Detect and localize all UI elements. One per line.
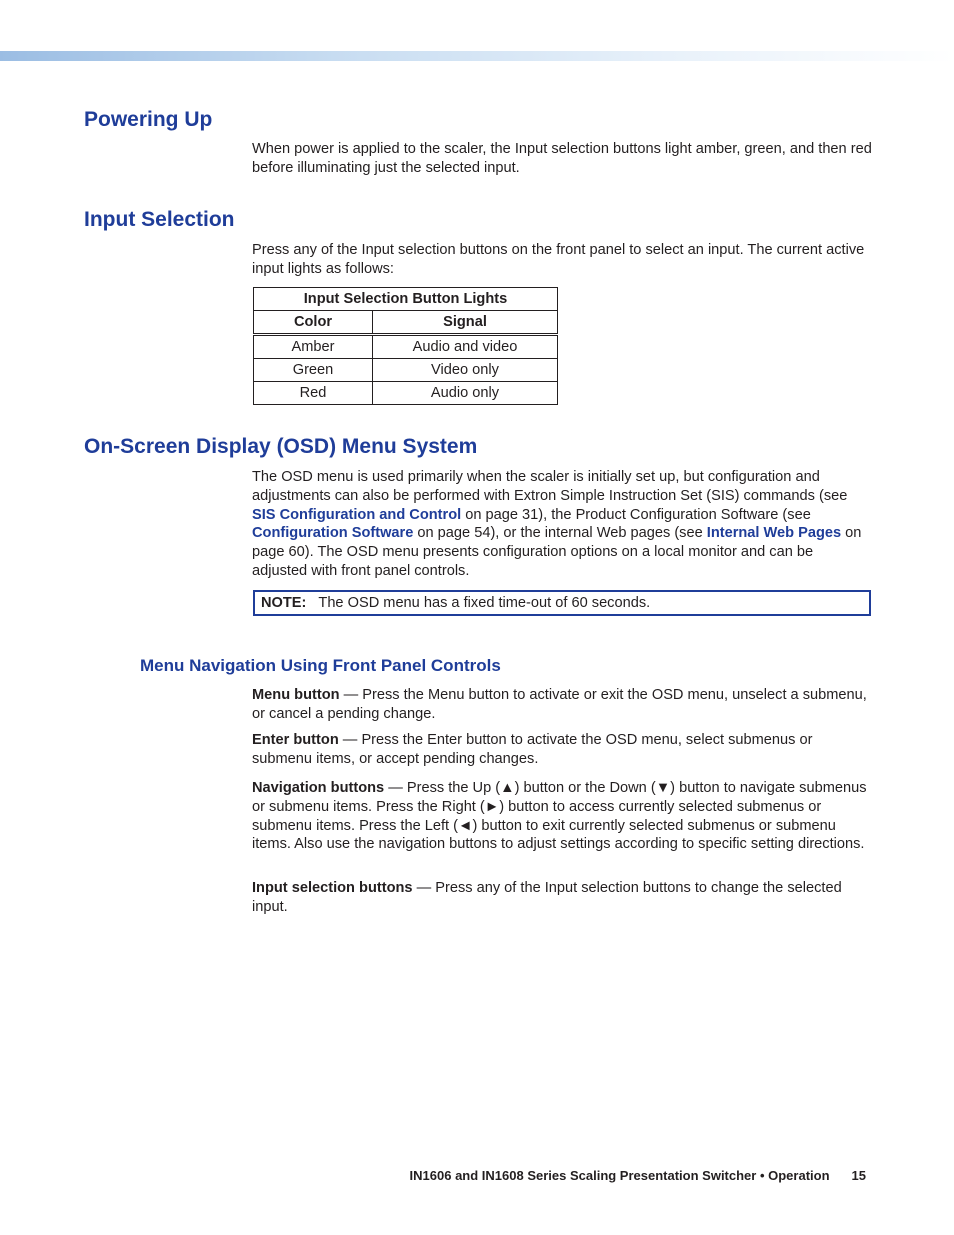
enter-button-text: — Press the Enter button to activate the OSD menu, select submenus or submenu items, or accept pending changes. (252, 732, 813, 767)
menu-button-text: — Press the Menu button to activate or exit the OSD menu, unselect a submenu, or cancel a pending change. (252, 687, 867, 722)
heading-osd-menu-system: On-Screen Display (OSD) Menu System (84, 435, 478, 458)
powering-up-text: When power is applied to the scaler, the Input selection buttons light amber, green, and then red before illuminating just the selected input. (252, 141, 872, 176)
heading-input-selection: Input Selection (84, 208, 235, 231)
table-caption-row (254, 288, 558, 311)
input-selection-buttons-label: Input selection buttons (252, 880, 413, 896)
osd-text-3: on page 54), or the internal Web pages (see (413, 525, 707, 542)
note-label: NOTE: (261, 595, 307, 611)
enter-button-description (252, 731, 872, 769)
column-header-signal: Signal (373, 311, 558, 335)
table-row (254, 382, 558, 405)
enter-button-label: Enter button (252, 732, 339, 748)
link-internal-web-pages[interactable]: Internal Web Pages (706, 525, 842, 542)
page-number: 15 (851, 1168, 866, 1183)
footer-title: IN1606 and IN1608 Series Scaling Presentation Switcher • Operation (409, 1168, 830, 1183)
page-footer (410, 1168, 866, 1183)
heading-menu-navigation: Menu Navigation Using Front Panel Controls (140, 656, 501, 675)
table-cell-signal: Video only (373, 359, 558, 382)
table-row (254, 335, 558, 359)
input-lights-table (253, 287, 558, 405)
column-header-color: Color (254, 311, 373, 335)
navigation-buttons-text: — Press the Up (▲) button or the Down (▼) button to navigate submenus or submenu items. Press the Right (►) button to access currently selected submenus or submenu items. Press the Left (◄) button to exit currently selected submenus or submenu items. Also use the navigation buttons to adjust settings according to specific setting directions. (252, 780, 867, 853)
header-gradient-bar (0, 51, 954, 61)
table-row (254, 359, 558, 382)
table-cell-color: Amber (254, 335, 373, 359)
table-cell-signal: Audio only (373, 382, 558, 405)
input-selection-buttons-description (252, 879, 872, 917)
note-text: The OSD menu has a fixed time-out of 60 seconds. (318, 595, 651, 611)
heading-powering-up: Powering Up (84, 108, 213, 131)
osd-text-1: The OSD menu is used primarily when the scaler is initially set up, but configuration and adjustments can also be performed with Extron Simple Instruction Set (SIS) commands (see (252, 469, 848, 504)
table-cell-color: Green (254, 359, 373, 382)
input-selection-buttons-text: — Press any of the Input selection buttons to change the selected input. (252, 880, 842, 915)
table-header-row (254, 311, 558, 335)
navigation-buttons-label: Navigation buttons (252, 780, 385, 796)
link-configuration-software[interactable]: Configuration Software (252, 525, 414, 542)
note-box (253, 590, 871, 616)
menu-button-label: Menu button (252, 687, 340, 703)
input-selection-text: Press any of the Input selection buttons on the front panel to select an input. The current active input lights as follows: (252, 242, 865, 277)
link-sis-configuration[interactable]: SIS Configuration and Control (252, 506, 462, 523)
navigation-buttons-description (252, 779, 872, 854)
osd-paragraph (252, 468, 872, 581)
menu-button-description (252, 686, 872, 724)
osd-text-2: on page 31), the Product Configuration Software (see (461, 506, 811, 523)
osd-text-4: on page 60). The OSD menu presents configuration options on a local monitor and can be adjusted with front panel controls. (252, 525, 862, 579)
table-cell-signal: Audio and video (373, 335, 558, 359)
table-cell-color: Red (254, 382, 373, 405)
table-caption: Input Selection Button Lights (254, 288, 558, 311)
